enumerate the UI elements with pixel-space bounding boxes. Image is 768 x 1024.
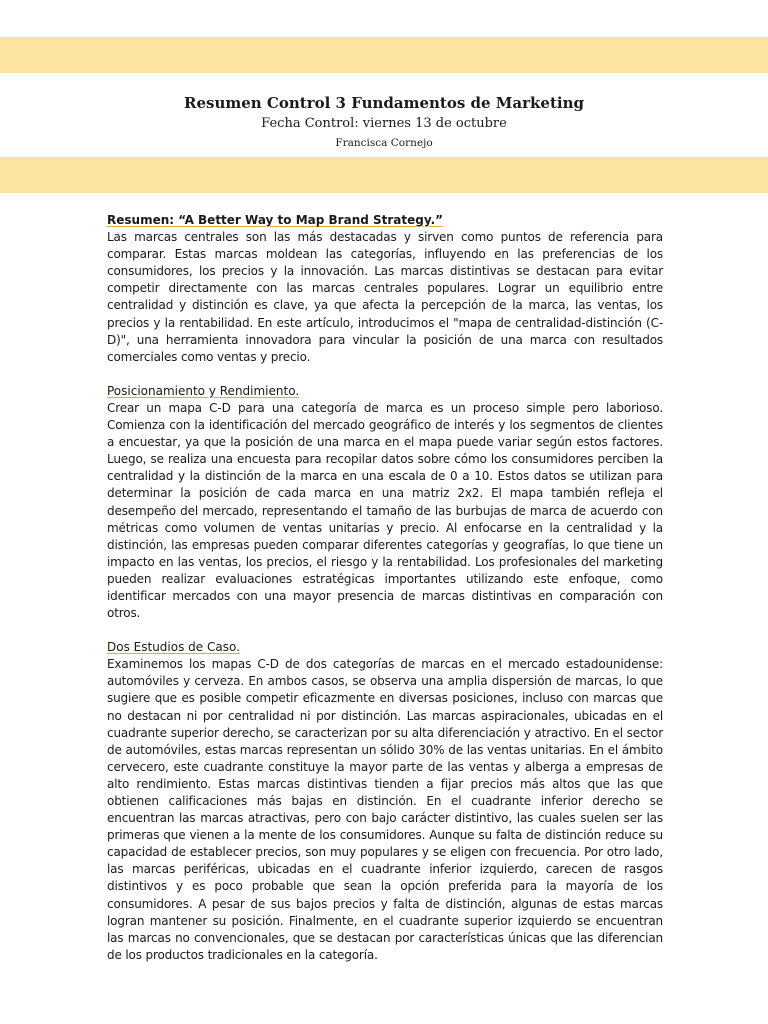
- section-case-studies: [107, 639, 663, 964]
- section-positioning: [107, 383, 663, 622]
- section-heading: Dos Estudios de Caso.: [107, 640, 240, 655]
- section-heading: Resumen: “A Better Way to Map Brand Strategy.”: [107, 213, 444, 227]
- header-band-bottom: [0, 157, 768, 193]
- section-paragraph: Crear un mapa C-D para una categoría de marca es un proceso simple pero laborioso. Comienza con la identificación del mercado geográfico de interés y los segmentos de clientes a encuestar, ya que la posición de una marca en el mapa puede variar según estos factores. Luego, se realiza una encuesta para recopilar datos sobre cómo los consumidores perciben la centralidad y la distinción de la marca en una escala de 0 a 10. Estos datos se utilizan para determinar la posición de cada marca en una matriz 2x2. El mapa también refleja el desempeño del mercado, representando el tamaño de las burbujas de marca de acuerdo con métricas como volumen de ventas unitarias y precio. Al enfocarse en la centralidad y la distinción, las empresas pueden comparar diferentes categorías y geografías, lo que tiene un impacto en las ventas, los precios, el riesgo y la rentabilidad. Los profesionales del marketing pueden realizar evaluaciones estratégicas importantes utilizando este enfoque, como identificar mercados con una mayor presencia de marcas distintivas en comparación con otros.: [107, 400, 663, 621]
- section-summary: [107, 212, 663, 366]
- document-author: Francisca Cornejo: [335, 137, 433, 149]
- section-paragraph: Examinemos los mapas C-D de dos categorías de marcas en el mercado estadounidense: automóviles y cerveza. En ambos casos, se observa una amplia dispersión de marcas, lo que sugiere que es posible competir eficazmente en diversas posiciones, incluso con marcas que no destacan ni por centralidad ni por distinción. Las marcas aspiracionales, ubicadas en el cuadrante superior derecho, se caracterizan por su alta diferenciación y atractivo. En el sector de automóviles, estas marcas representan un sólido 30% de las ventas unitarias. En el ámbito cervecero, este cuadrante constituye la mayor parte de las ventas y alberga a empresas de alto rendimiento. Estas marcas distintivas tienden a fijar precios más altos que las que obtienen calificaciones más bajas en distinción. En el cuadrante inferior derecho se encuentran las marcas atractivas, pero con bajo carácter distintivo, las cuales suelen ser las primeras que vienen a la mente de los consumidores. Aunque su falta de distinción reduce su capacidad de establecer precios, son muy populares y se eligen con frecuencia. Por otro lado, las marcas periféricas, ubicadas en el cuadrante inferior izquierdo, carecen de rasgos distintivos y es poco probable que sean la opción preferida para la mayoría de los consumidores. A pesar de sus bajos precios y falta de distinción, algunas de estas marcas logran mantener su posición. Finalmente, en el cuadrante superior izquierdo se encuentran las marcas no convencionales, que se destacan por características únicas que las diferencian de los productos tradicionales en la categoría.: [107, 657, 663, 962]
- document-date: Fecha Control: viernes 13 de octubre: [261, 116, 507, 131]
- section-heading: Posicionamiento y Rendimiento.: [107, 383, 300, 398]
- header-band-top: [0, 37, 768, 73]
- document-body: [107, 212, 663, 981]
- document-header: [0, 92, 768, 152]
- section-paragraph: Las marcas centrales son las más destacadas y sirven como puntos de referencia para comparar. Estas marcas moldean las categorías, influyendo en las preferencias de los consumidores, los precios y la innovación. Las marcas distintivas se destacan para evitar competir directamente con las marcas centrales populares. Lograr un equilibrio entre centralidad y distinción es clave, ya que afecta la percepción de la marca, las ventas, los precios y la rentabilidad. En este artículo, introducimos el "mapa de centralidad-distinción (C-D)", una herramienta innovadora para vincular la posición de una marca con resultados comerciales como ventas y precio.: [107, 230, 663, 364]
- document-title: Resumen Control 3 Fundamentos de Marketing: [184, 94, 584, 112]
